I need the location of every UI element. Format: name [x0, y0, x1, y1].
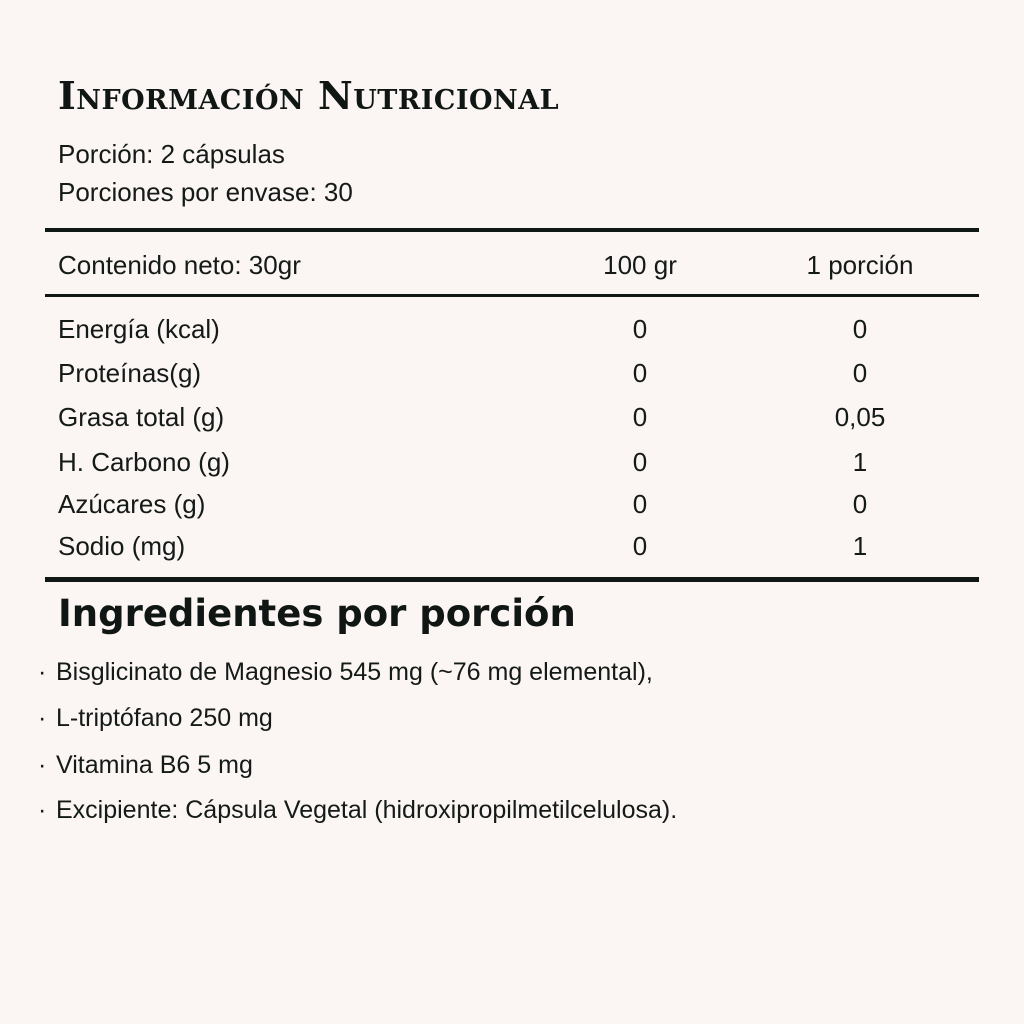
table-header: [0, 249, 1024, 289]
ingredient-text: Excipiente: Cápsula Vegetal (hidroxipropilmetilcelulosa).: [56, 796, 678, 824]
top-divider: [45, 228, 979, 232]
nutrient-label: Energía (kcal): [58, 314, 220, 344]
bottom-divider: [45, 577, 979, 582]
bullet-icon: ·: [38, 704, 47, 732]
value-per-100g: 0: [632, 531, 648, 561]
table-row: [0, 446, 1024, 486]
nutrient-label: Proteínas(g): [58, 358, 202, 388]
ingredient-text: L-triptófano 250 mg: [56, 704, 273, 732]
list-item: [38, 749, 253, 781]
table-row: [0, 401, 1024, 441]
table-row: [0, 488, 1024, 528]
value-per-serving: 1: [852, 531, 868, 561]
column-header-100g: 100 gr: [603, 250, 677, 280]
table-row: [0, 357, 1024, 397]
bullet-icon: ·: [38, 658, 47, 686]
list-item: [38, 656, 653, 688]
nutrient-label: Grasa total (g): [58, 402, 225, 432]
ingredient-text: Bisglicinato de Magnesio 545 mg (~76 mg elemental),: [56, 658, 653, 686]
value-per-100g: 0: [632, 402, 648, 432]
value-per-100g: 0: [632, 489, 648, 519]
serving-size: Porción: 2 cápsulas: [58, 139, 285, 169]
column-header-serving: 1 porción: [806, 250, 914, 280]
value-per-100g: 0: [632, 447, 648, 477]
value-per-100g: 0: [632, 314, 648, 344]
value-per-serving: 1: [852, 447, 868, 477]
list-item: [38, 702, 273, 734]
value-per-serving: 0: [852, 358, 868, 388]
value-per-serving: 0: [852, 314, 868, 344]
value-per-serving: 0,05: [834, 402, 886, 432]
table-row: [0, 530, 1024, 570]
ingredients-heading: Ingredientes por porción: [58, 592, 576, 635]
header-divider: [45, 294, 979, 297]
value-per-serving: 0: [852, 489, 868, 519]
net-content-label: Contenido neto: 30gr: [58, 250, 301, 280]
bullet-icon: ·: [38, 751, 47, 779]
servings-per-container: Porciones por envase: 30: [58, 177, 353, 207]
table-row: [0, 313, 1024, 353]
value-per-100g: 0: [632, 358, 648, 388]
bullet-icon: ·: [38, 796, 47, 824]
list-item: [38, 794, 677, 826]
page-title: Información Nutricional: [58, 73, 560, 118]
nutrient-label: Azúcares (g): [58, 489, 206, 519]
nutrient-label: H. Carbono (g): [58, 447, 230, 477]
ingredient-text: Vitamina B6 5 mg: [56, 751, 253, 779]
nutrient-label: Sodio (mg): [58, 531, 186, 561]
